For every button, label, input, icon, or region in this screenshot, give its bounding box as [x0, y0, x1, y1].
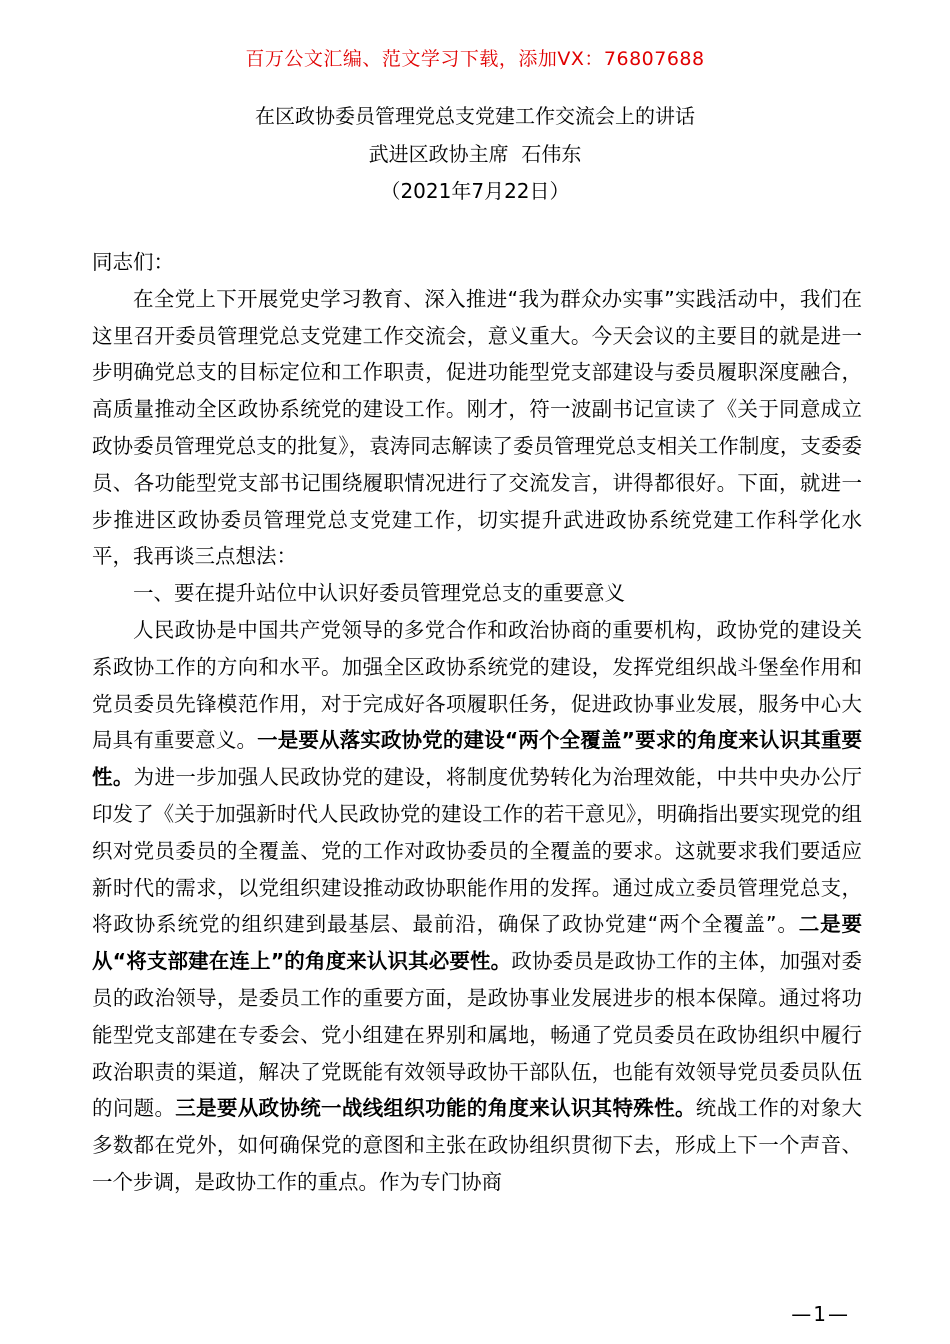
speech-title: 在区政协委员管理党总支党建工作交流会上的讲话 [255, 104, 695, 128]
bold-point-2: 二是要从“将支部建在连上”的角度来认识其必要性。 [92, 912, 863, 974]
speech-author: 武进区政协主席 石伟东 [368, 142, 582, 166]
speech-date: （2021年7月22日） [380, 179, 570, 203]
page-number: —1— [791, 1302, 850, 1326]
watermark-banner: 百万公文汇编、范文学习下载，添加VX：76807688 [245, 48, 705, 70]
paragraph-intro: 在全党上下开展党史学习教育、深入推进“我为群众办实事”实践活动中，我们在这里召开委员管理党总支党建工作交流会，意义重大。今天会议的主要目的就是进一步明确党总支的目标定位和工作职责，促进功能型党支部建设与委员履职深度融合，高质量推动全区政协系统党的建设工作。刚才，符一波副书记宣读了《关于同意成立政协委员管理党总支的批复》，袁涛同志解读了委员管理党总支相关工作制度，支委委员、各功能型党支部书记围绕履职情况进行了交流发言，讲得都很好。下面，就进一步推进区政协委员管理党总支党建工作，切实提升武进政协系统党建工作科学化水平，我再谈三点想法： [92, 286, 862, 569]
paragraph-text: 政协委员是政协工作的主体，加强对委员的政治领导，是委员工作的重要方面，是政协事业发展进步的根本保障。通过将功能型党支部建在专委会、党小组建在界别和属地，畅通了党员委员在政协组织中履行政治职责的渠道，解决了党既能有效领导政协干部队伍，也能有效领导党员委员队伍的问题。 [92, 949, 862, 1121]
bold-point-3: 三是要从政协统一战线组织功能的角度来认识其特殊性。 [175, 1096, 696, 1121]
paragraph-text: 统战工作的对象大多数都在党外，如何确保党的意图和主张在政协组织贯彻下去，形成上下一个声音、一个步调，是政协工作的重点。作为专门协商 [92, 1096, 863, 1194]
speech-body [92, 244, 862, 1201]
paragraph-text: 为进一步加强人民政协党的建设，将制度优势转化为治理效能，中共中央办公厅印发了《关于加强新时代人民政协党的建设工作的若干意见》，明确指出要实现党的组织对党员委员的全覆盖、党的工作对政协委员的全覆盖的要求。这就要求我们要适应新时代的需求，以党组织建设推动政协职能作用的发挥。通过成立委员管理党总支，将政协系统党的组织建到最基层、最前沿，确保了政协党建“两个全覆盖”。 [92, 765, 862, 937]
paragraph-text: 人民政协是中国共产党领导的多党合作和政治协商的重要机构，政协党的建设关系政协工作的方向和水平。加强全区政协系统党的建设，发挥党组织战斗堡垒作用和党员委员先锋模范作用，对于完成好各项履职任务，促进政协事业发展，服务中心大局具有重要意义。 [92, 617, 862, 753]
section-heading-1: 一、要在提升站位中认识好委员管理党总支的重要意义 [133, 581, 625, 606]
bold-point-1: 一是要从落实政协党的建设“两个全覆盖”要求的角度来认识其重要性。 [92, 728, 862, 790]
paragraph-section-1 [92, 612, 862, 1201]
salutation: 同志们： [92, 250, 174, 274]
